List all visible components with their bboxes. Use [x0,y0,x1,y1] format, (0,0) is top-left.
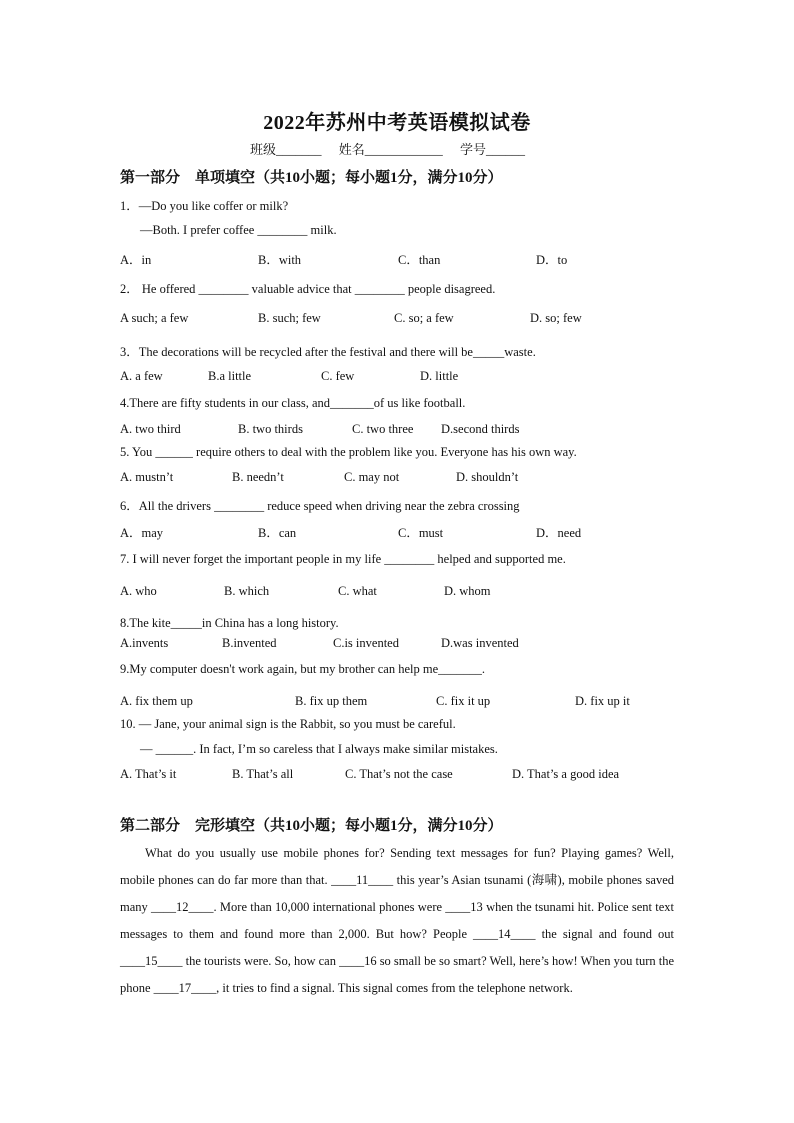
option[interactable]: C. may not [344,470,400,484]
option[interactable]: D.was invented [441,636,519,650]
option[interactable]: D. That’s a good idea [512,767,620,781]
option[interactable]: A such; a few [120,311,189,325]
question-stem: 8.The kite_____in China has a long history. [120,616,339,630]
part1-heading: 第一部分 单项填空（共10小题；每小题1分，满分10分） [120,170,503,186]
question-stem: 3．The decorations will be recycled after the festival and there will be_____waste. [120,345,536,359]
option[interactable]: D. little [420,369,459,383]
question-stem: —Both. I prefer coffee ________ milk. [140,223,337,237]
question-stem: 6．All the drivers ________ reduce speed when driving near the zebra crossing [120,499,520,513]
question-stem: 9.My computer doesn't work again, but my brother can help me_______. [120,662,486,676]
option[interactable]: A. That’s it [120,767,177,781]
number-field[interactable]: 学号______ [460,142,526,157]
option[interactable]: B. which [224,584,270,598]
option[interactable]: D．to [536,253,568,267]
question-stem: 5. You ______ require others to deal with the problem like you. Everyone has his own way. [120,445,577,459]
option[interactable]: B．with [258,253,302,267]
question-stem: 4.There are fifty students in our class, and_______of us like football. [120,396,466,410]
option[interactable]: A. who [120,584,157,598]
passage-paragraph: What do you usually use mobile phones for? Sending text messages for fun? Playing games? Well, mobile phones can do far more than that. ____11____ this year’s Asian tsunami (海啸), mobile phones saved many ____12____. More than 10,000 international phones were ____13 when the tsunami hit. Police sent text messages to them and found more than 2,000. But how? People ____14____ the signal and found out ____15____ the tourists were. So, how can ____16 so small be so smart? Well, here’s how! When you turn the phone ____17____, it tries to find a signal. This signal comes from the telephone network. [120,846,674,995]
option[interactable]: B.invented [222,636,277,650]
option[interactable]: A．in [120,253,152,267]
question-stem: 1．—Do you like coffer or milk? [120,199,289,213]
option[interactable]: A．may [120,526,164,540]
option[interactable]: A. fix them up [120,694,193,708]
class-field[interactable]: 班级_______ [250,142,322,157]
name-field[interactable]: 姓名____________ [338,142,443,157]
option[interactable]: C. so; a few [394,311,454,325]
question-stem: — ______. In fact, I’m so careless that I always make similar mistakes. [140,742,498,756]
option[interactable]: C. fix it up [436,694,491,708]
option[interactable]: C．must [398,526,444,540]
question-stem: 7. I will never forget the important people in my life ________ helped and supported me. [120,552,566,566]
student-info [250,139,539,158]
option[interactable]: C. That’s not the case [345,767,453,781]
option[interactable]: D. fix up it [575,694,630,708]
option[interactable]: D. whom [444,584,491,598]
option[interactable]: B.a little [208,369,252,383]
option[interactable]: A.invents [120,636,169,650]
option[interactable]: C. two three [352,422,414,436]
option[interactable]: B. fix up them [295,694,368,708]
option[interactable]: A. mustn’t [120,470,174,484]
option[interactable]: A. two third [120,422,181,436]
option[interactable]: B．can [258,526,297,540]
option[interactable]: C．than [398,253,441,267]
question-stem: 2． He offered ________ valuable advice that ________ people disagreed. [120,282,496,296]
option[interactable]: D. so; few [530,311,582,325]
option[interactable]: B. needn’t [232,470,284,484]
option[interactable]: D. shouldn’t [456,470,519,484]
option[interactable]: B. such; few [258,311,321,325]
part2-heading: 第二部分 完形填空（共10小题；每小题1分，满分10分） [120,818,503,834]
option[interactable]: B. That’s all [232,767,294,781]
option[interactable]: B. two thirds [238,422,303,436]
option[interactable]: C. what [338,584,377,598]
option[interactable]: D．need [536,526,582,540]
exam-title: 2022年苏州中考英语模拟试卷 [263,112,531,134]
option[interactable]: C. few [321,369,355,383]
option[interactable]: D.second thirds [441,422,520,436]
option[interactable]: A. a few [120,369,163,383]
option[interactable]: C.is invented [333,636,399,650]
cloze-passage [120,840,674,1002]
question-stem: 10. — Jane, your animal sign is the Rabbit, so you must be careful. [120,717,456,731]
